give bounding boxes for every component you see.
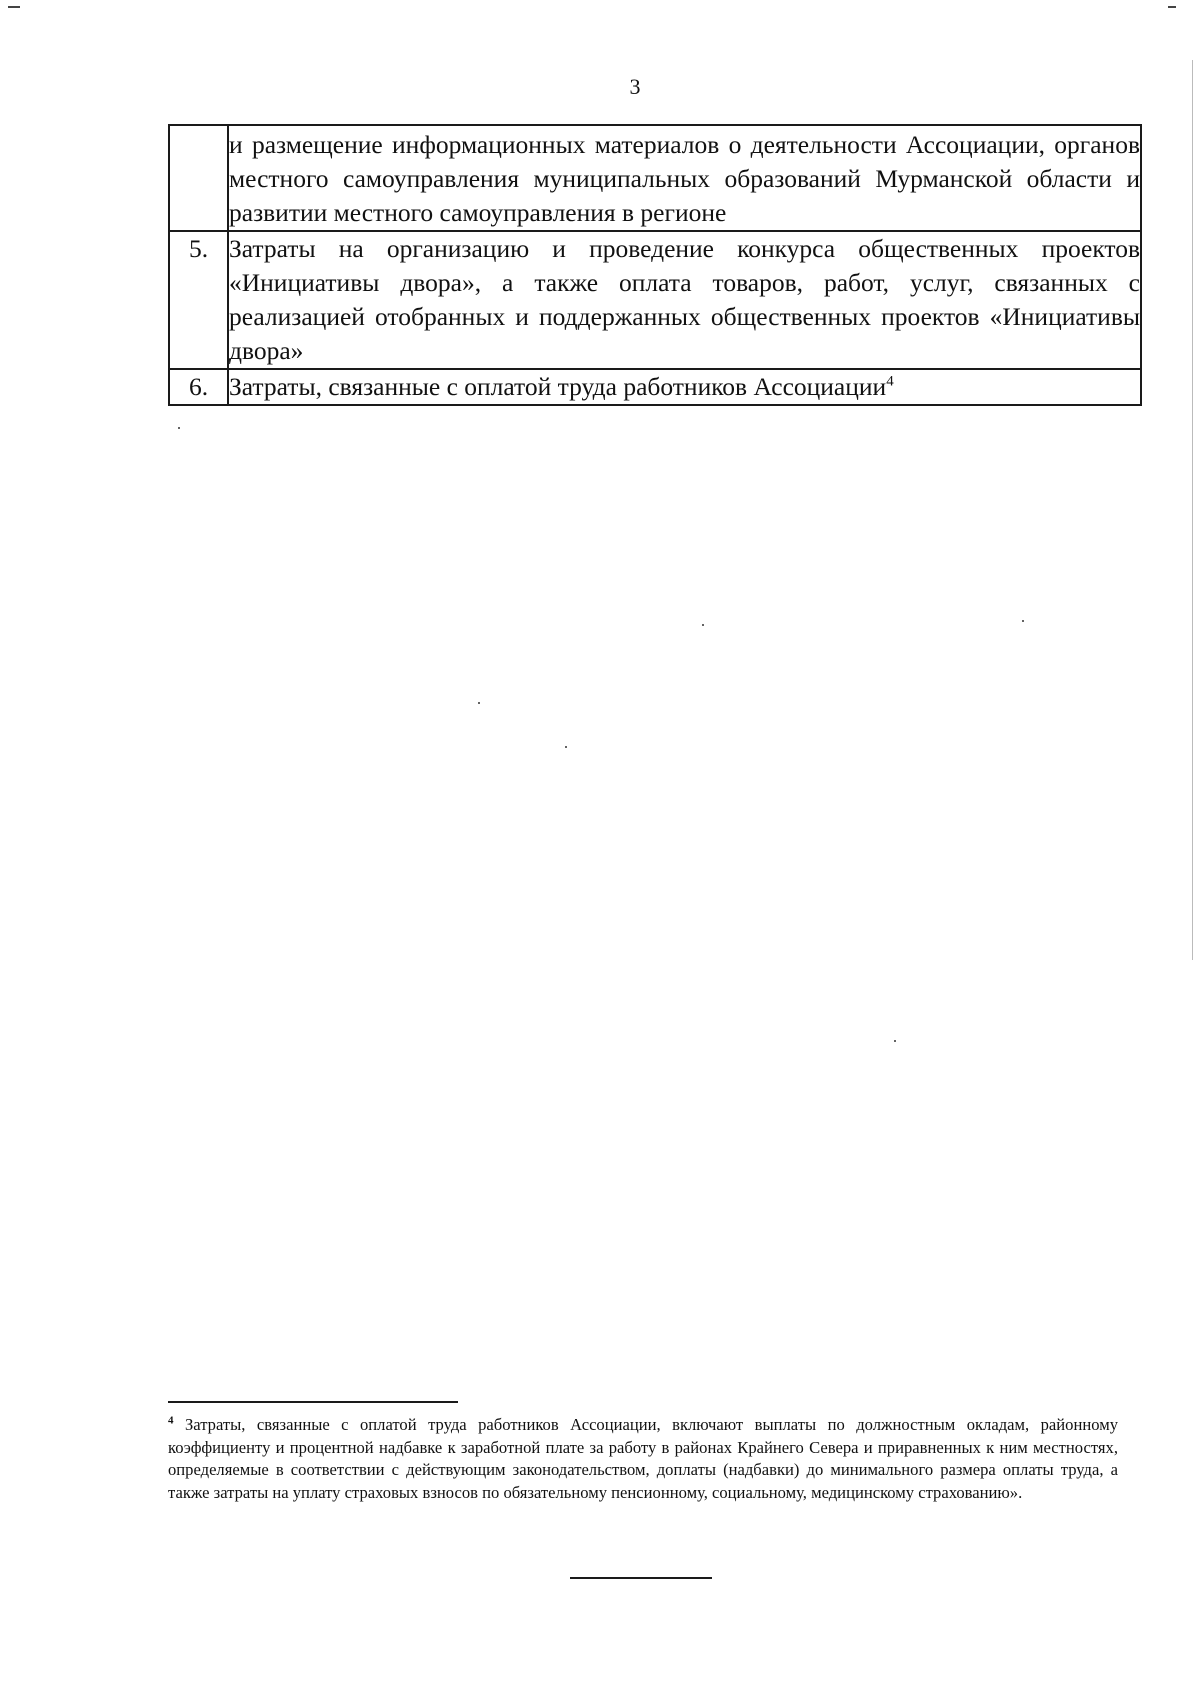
- scan-edge-mark-top-left: [8, 6, 20, 8]
- footnote-text: Затраты, связанные с оплатой труда работников Ассоциации, включают выплаты по должностным окладам, районному коэффициенту и процентной надбавке к заработной плате за работу в районах Крайнего Севера и приравненных к ним местностях, определяемые в соответствии с действующим законодательством, доплаты (надбавки) до минимального размера оплаты труда, а также затраты на уплату страховых взносов по обязательному пенсионному, социальному, медицинскому страхованию».: [168, 1415, 1118, 1502]
- row-number: 6.: [169, 369, 228, 405]
- row-number: [169, 125, 228, 231]
- scan-speck: [702, 624, 704, 626]
- table-row: [169, 231, 1141, 369]
- scan-speck: [565, 746, 567, 748]
- row-text: [228, 231, 1141, 369]
- scan-speck: [478, 702, 480, 704]
- scan-speck: [178, 427, 180, 429]
- footnote-separator: [168, 1401, 458, 1403]
- row-text: [228, 369, 1141, 405]
- table-row: [169, 369, 1141, 405]
- footnote-reference[interactable]: 4: [886, 373, 894, 390]
- row-text-content: и размещение информационных материалов о деятельности Ассоциации, органов местного самоуправления муниципальных образований Мурманской области и развитии местного самоуправления в регионе: [229, 130, 1140, 227]
- footnote-marker: 4: [168, 1414, 174, 1427]
- scan-edge-mark-right: [1192, 60, 1193, 960]
- row-text-content: Затраты, связанные с оплатой труда работников Ассоциации: [229, 372, 887, 401]
- table-row: [169, 125, 1141, 231]
- row-text: [228, 125, 1141, 231]
- row-text-content: Затраты на организацию и проведение конкурса общественных проектов «Инициативы двора», а также оплата товаров, работ, услуг, связанных с реализацией отобранных и поддержанных общественных проектов «Инициативы двора»: [229, 234, 1140, 365]
- scan-speck: [894, 1040, 896, 1042]
- scan-edge-mark-top-right: [1168, 6, 1176, 8]
- row-number: 5.: [169, 231, 228, 369]
- end-of-document-rule: [570, 1577, 712, 1579]
- page-number: 3: [629, 74, 641, 99]
- scan-speck: [1022, 620, 1024, 622]
- cost-table: [168, 124, 1142, 406]
- footnote: [168, 1414, 1118, 1504]
